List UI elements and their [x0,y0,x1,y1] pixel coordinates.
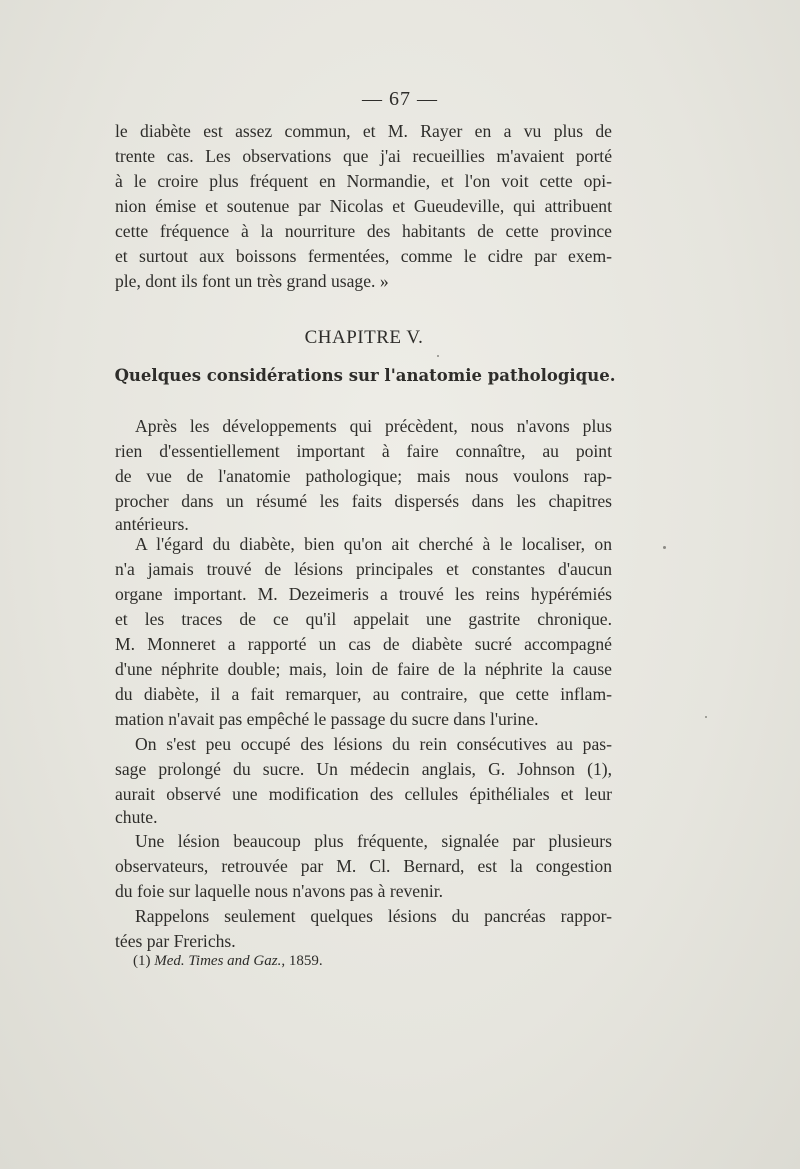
text-line: mation n'avait pas empêché le passage du sucre dans l'urine. [115,709,539,729]
paper-speck [437,355,439,357]
text-line: sage prolongé du sucre. Un médecin anglais, G. Johnson (1), [115,759,612,779]
text-line: antérieurs. [115,514,189,534]
text-line: du diabète, il a fait remarquer, au contraire, que cette inflam- [115,684,612,704]
text-line: tées par Frerichs. [115,931,236,951]
text-line: M. Monneret a rapporté un cas de diabète sucré accompagné [115,634,612,654]
text-line: n'a jamais trouvé de lésions principales et constantes d'aucun [115,559,612,579]
section-title: Quelques considérations sur l'anatomie pathologique. [114,366,616,385]
text-line: rien d'essentiellement important à faire connaître, au point [115,441,612,461]
text-line: et surtout aux boissons fermentées, comme le cidre par exem- [115,246,612,266]
text-line: Rappelons seulement quelques lésions du pancréas rappor- [135,906,612,926]
text-line: et les traces de ce qu'il appelait une gastrite chronique. [115,609,612,629]
text-line: nion émise et soutenue par Nicolas et Gueudeville, qui attribuent [115,196,612,216]
text-line: aurait observé une modification des cellules épithéliales et leur [115,784,612,804]
footnote-marker: (1) [133,953,151,969]
text-line: Après les développements qui précèdent, nous n'avons plus [135,416,612,436]
text-line: organe important. M. Dezeimeris a trouvé les reins hypérémiés [115,584,612,604]
text-line: procher dans un résumé les faits dispersés dans les chapitres [115,491,612,511]
text-line: trente cas. Les observations que j'ai recueillies m'avaient porté [115,146,612,166]
page-number: — 67 — [362,88,438,110]
footnote-source: Med. Times and Gaz. [154,953,282,969]
text-line: de vue de l'anatomie pathologique; mais nous voulons rap- [115,466,612,486]
paper-speck [663,546,666,549]
text-line: chute. [115,807,158,827]
text-line: le diabète est assez commun, et M. Rayer en a vu plus de [115,121,612,141]
text-line: A l'égard du diabète, bien qu'on ait cherché à le localiser, on [135,534,612,554]
footnote-year: , 1859. [281,953,323,969]
paper-speck [705,716,707,718]
text-line: Une lésion beaucoup plus fréquente, signalée par plusieurs [135,831,612,851]
text-line: du foie sur laquelle nous n'avons pas à revenir. [115,881,444,901]
text-line: à le croire plus fréquent en Normandie, et l'on voit cette opi- [115,171,612,191]
text-line: cette fréquence à la nourriture des habitants de cette province [115,221,612,241]
text-line: d'une néphrite double; mais, loin de faire de la néphrite la cause [115,659,612,679]
text-line: On s'est peu occupé des lésions du rein consécutives au pas- [135,734,612,754]
text-line: observateurs, retrouvée par M. Cl. Bernard, est la congestion [115,856,612,876]
text-line: ple, dont ils font un très grand usage. » [115,271,389,291]
footnote [133,953,323,970]
chapter-title: CHAPITRE V. [304,327,424,348]
